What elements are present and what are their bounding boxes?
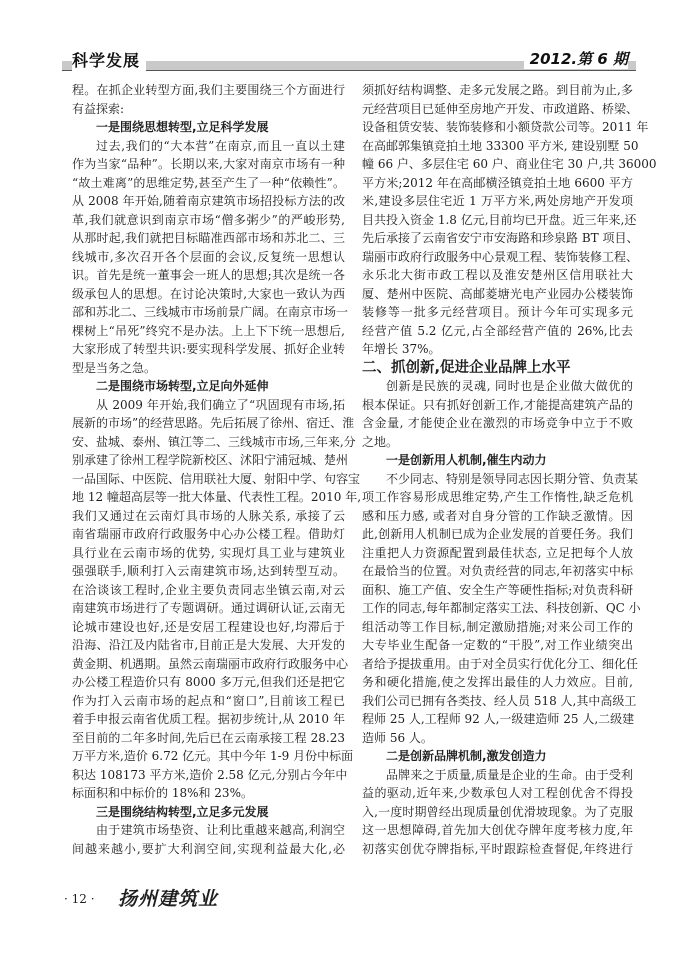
text-line: 平方米;2012 年在高邮横泾镇竞拍土地 6600 平方 <box>362 175 633 190</box>
text-line: 含金量, 才能使企业在激烈的市场竞争中立于不败 <box>362 416 633 430</box>
text-line: 益的驱动,近年来,少数承包人对工程创优舍不得投 <box>362 786 633 800</box>
paragraph <box>362 81 657 359</box>
paragraph <box>362 470 641 748</box>
text-line: 过去,我们的“大本营”在南京,而且一直以土建 <box>96 138 345 153</box>
text-line: 论城市建设也好,还是安居工程建设也好,均滞后于 <box>72 619 345 634</box>
text-line: 装修等一批多元经营项目。预计今年可实现多元 <box>362 305 633 319</box>
text-line: 从 2009 年开始,我们确立了“巩固现有市场,拓 <box>96 397 345 412</box>
text-line: 品牌来之于质量,质量是企业的生命。由于受利 <box>386 767 633 782</box>
text-line: 万平方米,造价 6.72 亿元。其中今年 1-9 月份中标面 <box>72 749 354 763</box>
text-line: 由于建筑市场垫资、让利比重越来越高,利润空 <box>96 823 345 837</box>
text-line: 棵树上“吊死”终究不是办法。上上下下统一思想后, <box>72 323 345 338</box>
subsection-heading: 二是创新品牌机制,激发创造力 <box>386 749 547 763</box>
text-line: 者给予提拔重用。由于对全员实行优化分工、细化任 <box>362 656 639 671</box>
text-line: 幢 66 户、多层住宅 60 户、商业住宅 30 户,共 36000 <box>362 157 657 171</box>
text-line: “故土难离”的思维定势,甚至产生了一种“依赖性”。 <box>72 175 345 190</box>
right-column <box>362 81 657 858</box>
header-rule <box>62 70 636 71</box>
text-line: 造师 56 人。 <box>362 730 433 745</box>
text-line: 我们公司已拥有各类技、经人员 518 人,其中高级工 <box>362 693 637 708</box>
subsection-heading: 一是创新用人机制,催生内动力 <box>386 453 547 467</box>
text-line: 型是当务之急。 <box>72 360 157 375</box>
text-line: 在洽谈该工程时,企业主要负责同志坐镇云南,对云 <box>72 582 345 597</box>
paragraph <box>72 81 345 118</box>
text-line: 革,我们就意识到南京市场“僧多粥少”的严峻形势, <box>72 212 345 227</box>
text-line: 南省瑞丽市政府行政服务中心办公楼工程。借助灯 <box>72 527 345 541</box>
subsection-heading: 一是围绕思想转型,立足科学发展 <box>96 120 269 134</box>
section-heading: 二、抓创新,促进企业品牌上水平 <box>362 359 571 376</box>
left-column <box>72 81 362 858</box>
text-line: 创新是民族的灵魂, 同时也是企业做大做优的 <box>386 379 633 393</box>
text-line: 永乐北大街市政工程以及淮安楚州区信用联社大 <box>362 268 633 282</box>
text-line: 作为打入云南市场的起点和“窗口”,目前该工程已 <box>72 693 345 708</box>
text-line: 入,一度时期曾经出现质量创优滑坡现象。为了克服 <box>362 804 633 819</box>
text-line: 瑞丽市政府行政服务中心景观工程、装饰装修工程、 <box>362 249 639 264</box>
text-line: 务和硬化措施,使之发挥出最佳的人力效应。目前, <box>362 675 633 689</box>
text-line: 年增长 37%。 <box>362 342 441 356</box>
text-line: 程师 25 人,工程师 92 人,一级建造师 25 人,二级建 <box>362 712 635 726</box>
text-line: 间越来越小,要扩大利润空间,实现利益最大化,必 <box>72 841 345 856</box>
text-line: 程。在抓企业转型方面,我们主要围绕三个方面进行 <box>72 83 345 97</box>
text-line: 地 12 幢超高层等一批大体量、代表性工程。2010 年, <box>72 490 362 504</box>
text-line: 部和苏北二、三线城市市场前景广阔。在南京市场一 <box>72 305 349 319</box>
text-line: 积达 108173 平方米,造价 2.58 亿元,分别占今年中 <box>72 767 348 782</box>
text-line: 设备租赁安装、装饰装修和小额贷款公司等。2011 年 <box>362 120 649 134</box>
subsection-heading: 三是围绕结构转型,立足多元发展 <box>96 804 269 819</box>
text-line: 安、盐城、泰州、镇江等二、三线城市市场,三年来,分 <box>72 434 356 449</box>
text-line: 元经营项目已延伸至房地产开发、市政道路、桥梁、 <box>362 101 639 116</box>
text-line: 一品国际、中医院、信用联社大厦、射阳中学、句容宝 <box>72 471 361 486</box>
text-line: 厦、楚州中医院、高邮菱塘光电产业园办公楼装饰 <box>362 286 633 301</box>
magazine-logo: 扬州建筑业 <box>118 888 219 910</box>
paragraph <box>362 766 633 859</box>
text-line: 从那时起,我们就把目标瞄准西部市场和苏北二、三 <box>72 231 345 245</box>
text-line: 我们又通过在云南灯具市场的人脉关系, 承接了云 <box>72 508 345 523</box>
text-line: 具行业在云南市场的优势, 实现灯具工业与建筑业 <box>72 545 345 560</box>
paragraph <box>72 396 362 803</box>
text-line: 此,创新用人机制已成为企业发展的首要任务。我们 <box>362 527 633 541</box>
text-line: 不少同志、特别是领导同志因长期分管、负责某 <box>386 471 639 486</box>
paragraph <box>72 821 345 858</box>
text-line: 着手申报云南省优质工程。据初步统计,从 2010 年 <box>72 712 345 726</box>
paragraph <box>72 137 349 378</box>
text-line: 在最恰当的位置。对负责经营的同志,年初落实中标 <box>362 564 633 578</box>
text-line: 项工作容易形成思维定势,产生工作惰性,缺乏危机 <box>362 490 633 504</box>
text-line: 根本保证。只有抓好创新工作,才能提高建筑产品的 <box>362 397 633 412</box>
text-line: 至目前的二年多时间,先后已在云南承接工程 28.23 <box>72 730 345 745</box>
text-line: 注重把人力资源配置到最佳状态, 立足把每个人放 <box>362 545 633 560</box>
text-line: 须抓好结构调整、走多元发展之路。到目前为止,多 <box>362 83 633 97</box>
text-line: 面积、施工产值、安全生产等硬性指标;对负责科研 <box>362 582 633 597</box>
text-line: 南建筑市场进行了专题调研。通过调研认证,云南无 <box>72 601 345 615</box>
paragraph <box>362 377 633 451</box>
text-line: 强强联手,顺利打入云南建筑市场,达到转型互动。 <box>72 564 345 578</box>
text-line: 米,建设多层住宅近 1 万平方米,两处房地产开发项 <box>362 194 633 208</box>
text-line: 感和压力感, 或者对自身分管的工作缺乏激情。因 <box>362 508 633 523</box>
text-line: 识。首先是统一董事会一班人的思想;其次是统一各 <box>72 268 345 282</box>
text-line: 办公楼工程造价只有 8000 多万元,但我们还是把它 <box>72 675 345 689</box>
text-line: 展新的市场”的经营思路。先后拓展了徐州、宿迁、淮 <box>72 416 355 430</box>
text-line: 目共投入资金 1.8 亿元,目前均已开盘。近三年来,还 <box>362 212 637 227</box>
text-line: 沿海、沿江及内陆省市,目前正是大发展、大开发的 <box>72 638 345 652</box>
text-line: 标面积和中标价的 18%和 23%。 <box>72 786 253 800</box>
text-line: 大专毕业生配备一定数的“干股”,对工作业绩突出 <box>362 638 633 652</box>
text-line: 从 2008 年开始,随着南京建筑市场招投标方法的改 <box>72 194 345 208</box>
issue-label: 2012.第 6 期 <box>524 48 628 69</box>
text-line: 别承建了徐州工程学院新校区、沭阳宁浦冠城、楚州 <box>72 453 349 467</box>
subsection-heading: 二是围绕市场转型,立足向外延伸 <box>96 379 269 393</box>
text-line: 这一思想障碍,首先加大创优夺牌年度考核力度,年 <box>362 823 633 837</box>
text-line: 有益探索: <box>72 101 125 116</box>
text-line: 之地。 <box>362 434 399 449</box>
page-number: · 12 · <box>64 892 95 906</box>
text-line: 线城市,多次召开各个层面的会议,反复统一思想认 <box>72 249 345 264</box>
text-line: 经营产值 5.2 亿元,占全部经营产值的 26%,比去 <box>362 323 633 338</box>
text-line: 初落实创优夺牌指标,平时跟踪检查督促,年终进行 <box>362 841 633 856</box>
text-line: 级承包人的思想。在讨论决策时,大家也一致认为西 <box>72 286 345 301</box>
section-title: 科学发展 <box>72 48 146 71</box>
text-line: 组活动等工作目标,制定激励措施;对来公司工作的 <box>362 619 633 634</box>
text-line: 作为当家“品种”。长期以来,大家对南京市场有一种 <box>72 157 345 171</box>
text-line: 先后承接了云南省安宁市安海路和珍泉路 BT 项目、 <box>362 231 639 245</box>
text-line: 黄金期、机遇期。虽然云南瑞丽市政府行政服务中心 <box>72 656 349 671</box>
text-line: 大家形成了转型共识:要实现科学发展、抓好企业转 <box>72 342 345 356</box>
text-line: 工作的同志,每年都制定落实工法、科技创新、QC 小 <box>362 601 641 615</box>
text-line: 在高邮郭集镇竞拍土地 33300 平方米, 建设别墅 50 <box>362 138 639 153</box>
